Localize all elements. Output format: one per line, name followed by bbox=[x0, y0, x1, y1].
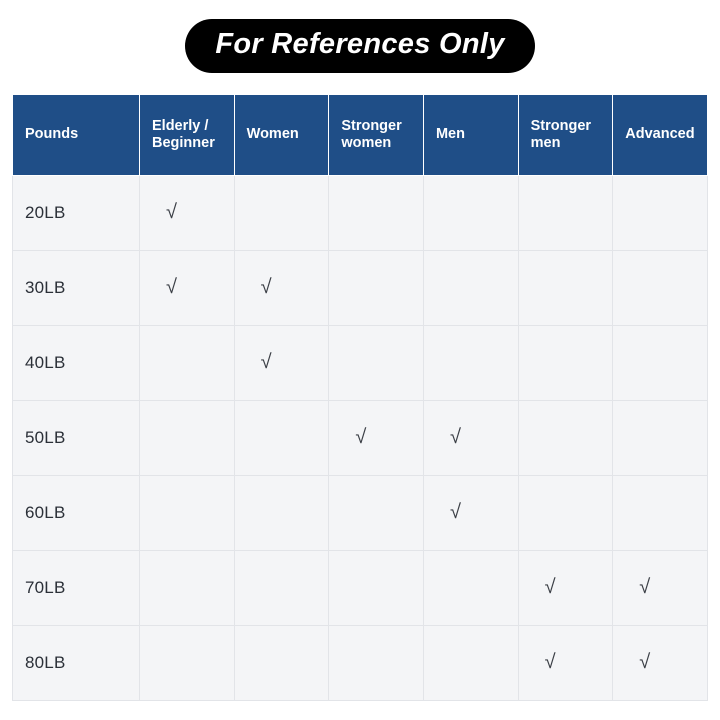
cell-30lb-women bbox=[234, 250, 329, 325]
cell-50lb-advanced bbox=[613, 400, 708, 475]
cell-30lb-men bbox=[423, 250, 518, 325]
cell-30lb-elderly-beginner bbox=[140, 250, 235, 325]
cell-40lb-men bbox=[423, 325, 518, 400]
cell-50lb-women bbox=[234, 400, 329, 475]
check-icon: √ bbox=[260, 351, 272, 374]
table-body bbox=[13, 175, 708, 700]
column-header-men: Men bbox=[423, 94, 518, 175]
cell-50lb-stronger-women bbox=[329, 400, 424, 475]
cell-80lb-advanced bbox=[613, 625, 708, 700]
cell-70lb-advanced bbox=[613, 550, 708, 625]
check-icon: √ bbox=[639, 576, 651, 599]
cell-80lb-stronger-women bbox=[329, 625, 424, 700]
check-icon: √ bbox=[449, 426, 461, 449]
check-icon: √ bbox=[639, 651, 651, 674]
cell-30lb-stronger-men bbox=[518, 250, 613, 325]
check-icon: √ bbox=[166, 201, 177, 224]
row-label: 60LB bbox=[13, 475, 140, 550]
row-label: 50LB bbox=[13, 400, 140, 475]
cell-70lb-women bbox=[234, 550, 329, 625]
row-label: 70LB bbox=[13, 550, 140, 625]
cell-20lb-men bbox=[423, 175, 518, 250]
check-icon: √ bbox=[166, 276, 177, 299]
cell-70lb-men bbox=[423, 550, 518, 625]
column-header-advanced: Advanced bbox=[613, 94, 708, 175]
check-icon: √ bbox=[355, 426, 367, 449]
table-row bbox=[13, 400, 708, 475]
cell-70lb-stronger-men bbox=[518, 550, 613, 625]
cell-30lb-stronger-women bbox=[329, 250, 424, 325]
cell-40lb-stronger-men bbox=[518, 325, 613, 400]
cell-80lb-men bbox=[423, 625, 518, 700]
column-header-women: Women bbox=[234, 94, 329, 175]
table-row bbox=[13, 625, 708, 700]
cell-30lb-advanced bbox=[613, 250, 708, 325]
cell-60lb-stronger-men bbox=[518, 475, 613, 550]
row-label: 40LB bbox=[13, 325, 140, 400]
cell-80lb-women bbox=[234, 625, 329, 700]
check-icon: √ bbox=[544, 576, 556, 599]
page-title: For References Only bbox=[185, 19, 534, 73]
check-icon: √ bbox=[449, 501, 461, 524]
cell-80lb-elderly-beginner bbox=[140, 625, 235, 700]
cell-20lb-stronger-men bbox=[518, 175, 613, 250]
row-label: 30LB bbox=[13, 250, 140, 325]
cell-20lb-women bbox=[234, 175, 329, 250]
table-row bbox=[13, 325, 708, 400]
cell-50lb-stronger-men bbox=[518, 400, 613, 475]
banner-container bbox=[0, 0, 720, 73]
table-row bbox=[13, 250, 708, 325]
cell-60lb-stronger-women bbox=[329, 475, 424, 550]
cell-60lb-women bbox=[234, 475, 329, 550]
column-header-stronger-women: Stronger women bbox=[329, 94, 424, 175]
column-header-pounds: Pounds bbox=[13, 94, 140, 175]
cell-20lb-advanced bbox=[613, 175, 708, 250]
cell-60lb-men bbox=[423, 475, 518, 550]
cell-40lb-women bbox=[234, 325, 329, 400]
cell-50lb-elderly-beginner bbox=[140, 400, 235, 475]
table-row bbox=[13, 475, 708, 550]
cell-50lb-men bbox=[423, 400, 518, 475]
cell-20lb-stronger-women bbox=[329, 175, 424, 250]
weight-reference-table-container bbox=[0, 94, 720, 701]
cell-20lb-elderly-beginner bbox=[140, 175, 235, 250]
cell-70lb-elderly-beginner bbox=[140, 550, 235, 625]
table-row bbox=[13, 550, 708, 625]
cell-70lb-stronger-women bbox=[329, 550, 424, 625]
check-icon: √ bbox=[260, 276, 272, 299]
check-icon: √ bbox=[544, 651, 556, 674]
weight-reference-table bbox=[12, 94, 708, 701]
cell-60lb-advanced bbox=[613, 475, 708, 550]
cell-40lb-elderly-beginner bbox=[140, 325, 235, 400]
cell-40lb-stronger-women bbox=[329, 325, 424, 400]
table-header-row bbox=[13, 94, 708, 175]
cell-80lb-stronger-men bbox=[518, 625, 613, 700]
row-label: 80LB bbox=[13, 625, 140, 700]
cell-60lb-elderly-beginner bbox=[140, 475, 235, 550]
column-header-stronger-men: Stronger men bbox=[518, 94, 613, 175]
table-header bbox=[13, 94, 708, 175]
table-row bbox=[13, 175, 708, 250]
column-header-elderly-beginner: Elderly / Beginner bbox=[140, 94, 235, 175]
cell-40lb-advanced bbox=[613, 325, 708, 400]
row-label: 20LB bbox=[13, 175, 140, 250]
